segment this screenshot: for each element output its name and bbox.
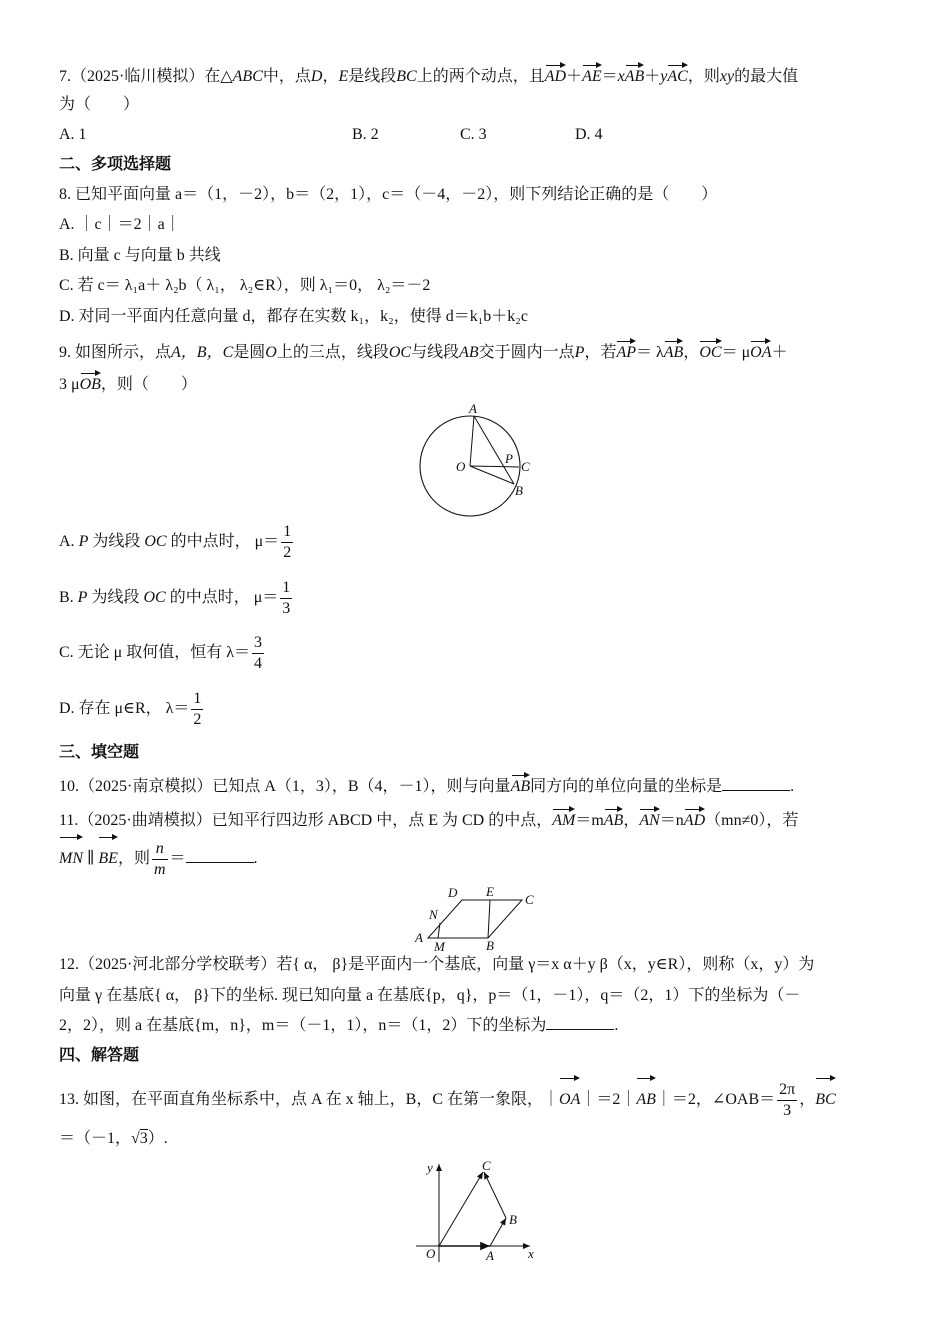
vector-ab-line — [490, 1218, 506, 1246]
label-x: x — [528, 1246, 534, 1261]
q7-var: xy — [719, 68, 735, 85]
denominator: 4 — [254, 654, 263, 672]
q7-text: ， — [322, 68, 339, 85]
q9-point-p: P — [77, 589, 88, 606]
q9-op: ＝ λ — [636, 344, 664, 361]
numerator: 1 — [280, 578, 292, 599]
q11-text: （mn≠0），若 — [705, 812, 799, 829]
q9-points: A，B，C — [171, 344, 234, 361]
vector-ab: AB — [636, 1075, 656, 1121]
vector-mn: MN — [59, 834, 83, 880]
q9-text: 上的三点，线段 — [276, 344, 389, 361]
coordinate-figure — [410, 1158, 550, 1268]
q8-stem: 8. 已知平面向量 a＝（1，－2），b＝（2，1），c＝（－4，－2），则下列结论正确的是（ ） — [59, 186, 718, 203]
q9-option-a — [59, 521, 295, 563]
q7-op: ＝ — [601, 68, 618, 85]
q9-opt-text: 为线段 — [92, 533, 141, 550]
label-c: C — [482, 1158, 491, 1173]
q8-option-d: D. 对同一平面内任意向量 d，都存在实数 k₁，k₂，使得 d＝k₁b＋k₂c — [59, 308, 528, 325]
fraction — [152, 839, 168, 880]
label-a: A — [486, 1248, 494, 1263]
q9-point-p: P — [574, 344, 585, 361]
vector-ab: AB — [604, 806, 624, 832]
q11-op: ＝ — [169, 850, 186, 867]
q11-line1 — [59, 806, 798, 832]
q7-text: 7.（2025·临川模拟）在△ — [59, 68, 233, 85]
q10-line — [59, 772, 794, 798]
q9-seg-oc: OC — [143, 589, 166, 606]
q11-text: . — [253, 850, 258, 867]
q11-op: ＝m — [575, 812, 604, 829]
q9-text: ，则（ ） — [100, 376, 197, 393]
segment-ob — [470, 466, 514, 484]
q11-text: ，则 — [117, 850, 150, 867]
q13-text: 13. 如图，在平面直角坐标系中，点 A 在 x 轴上，B，C 在第一象限，｜ — [59, 1091, 560, 1108]
q13-text: ｜＝2，∠OAB＝ — [655, 1091, 776, 1108]
numerator: 3 — [252, 633, 264, 654]
label-a: A — [469, 401, 477, 416]
q7-point-e: E — [338, 68, 349, 85]
q11-op: ， — [623, 812, 640, 829]
sqrt-radicand: 3 — [139, 1130, 148, 1147]
q9-opt-text: 的中点时， μ＝ — [169, 589, 279, 606]
q9-seg-ab: AB — [459, 344, 479, 361]
q9-opt-text: C. 无论 μ 取何值，恒有 λ＝ — [59, 644, 251, 661]
q9-text: 交于圆内一点 — [478, 344, 575, 361]
answer-blank[interactable] — [546, 1015, 614, 1030]
q10-text: 同方向的单位向量的坐标是 — [530, 778, 723, 795]
vector-ae: AE — [582, 62, 602, 88]
q7-line2: 为（ ） — [59, 96, 140, 113]
q10-text: 10.（2025·南京模拟）已知点 A（1，3），B（4，－1），则与向量 — [59, 778, 511, 795]
q9-circle-o: O — [265, 344, 277, 361]
q9-option-d — [59, 688, 205, 730]
q9-opt-text: D. 存在 μ∈R， λ＝ — [59, 700, 190, 717]
fraction — [280, 578, 292, 619]
answer-blank[interactable] — [722, 776, 790, 791]
q7-segment: BC — [396, 68, 417, 85]
q9-seg-oc: OC — [144, 533, 167, 550]
vector-ab: AB — [664, 338, 684, 364]
q9-line2 — [59, 370, 197, 396]
vector-ad: AD — [684, 806, 705, 832]
vector-an: AN — [639, 806, 659, 832]
q7-text: 是线段 — [348, 68, 397, 85]
q9-opt-text: B. — [59, 589, 74, 606]
q12-line2: 向量 γ 在基底{ α， β}下的坐标. 现已知向量 a 在基底{p，q}，p＝（1，－1），q＝（2，1）下的坐标为（－ — [59, 987, 801, 1004]
q7-option-d: D. 4 — [575, 126, 603, 143]
q9-point-p: P — [78, 533, 89, 550]
q9-opt-text: A. — [59, 533, 75, 550]
label-n: N — [429, 907, 438, 922]
fraction — [252, 633, 264, 674]
q13-text: ＝（－1， — [59, 1130, 132, 1147]
q9-text: ，若 — [584, 344, 617, 361]
fraction — [281, 522, 293, 563]
label-c: C — [525, 892, 534, 907]
q7-var: y — [660, 68, 668, 85]
vector-bc: BC — [815, 1075, 835, 1121]
q7-text: ，则 — [687, 68, 720, 85]
vector-ab: AB — [511, 772, 531, 798]
circle-figure — [410, 400, 550, 520]
label-y: y — [427, 1160, 433, 1175]
q9-text: 3 μ — [59, 376, 80, 393]
q9-option-c — [59, 632, 266, 674]
label-d: D — [448, 885, 458, 900]
numerator: 2π — [777, 1080, 797, 1101]
numerator: n — [152, 839, 168, 860]
vector-ab: AB — [625, 62, 645, 88]
q12-line1: 12.（2025·河北部分学校联考）若{ α， β}是平面内一个基底，向量 γ＝x α＋y β（x，y∈R），则称（x，y）为 — [59, 956, 815, 973]
section-heading-fill-in: 三、填空题 — [59, 744, 140, 761]
q9-text: 与线段 — [411, 344, 460, 361]
q7-triangle: ABC — [232, 68, 263, 85]
label-c: C — [521, 459, 530, 474]
vector-oa: OA — [750, 338, 771, 364]
vector-ap: AP — [616, 338, 636, 364]
vector-ad: AD — [545, 62, 566, 88]
q9-seg-oc: OC — [388, 344, 412, 361]
q11-text: 11.（2025·曲靖模拟）已知平行四边形 ABCD 中，点 E 为 CD 的中点， — [59, 812, 553, 829]
q7-option-c: C. 3 — [460, 126, 487, 143]
vector-ac: AC — [667, 62, 687, 88]
q7-text: 上的两个动点，且 — [416, 68, 545, 85]
q13-text: ）. — [147, 1130, 168, 1147]
q7-point-d: D — [310, 68, 323, 85]
q7-text: 中，点 — [262, 68, 311, 85]
q9-opt-text: 为线段 — [91, 589, 140, 606]
q11-op: ＝n — [659, 812, 684, 829]
section-heading-multiple-choice: 二、多项选择题 — [59, 156, 172, 173]
answer-blank[interactable] — [186, 848, 254, 863]
vector-oa: OA — [559, 1075, 580, 1121]
section-heading-solution: 四、解答题 — [59, 1047, 140, 1064]
numerator: 1 — [191, 689, 203, 710]
vector-bc-line — [484, 1172, 506, 1218]
q7-op: ＋ — [644, 68, 661, 85]
q12-line3 — [59, 1015, 618, 1037]
q9-line1 — [59, 338, 788, 364]
label-o: O — [456, 459, 466, 474]
fraction — [777, 1080, 797, 1121]
q13-line1 — [59, 1075, 836, 1121]
q9-text: 是圆 — [233, 344, 266, 361]
label-b: B — [486, 938, 494, 952]
q7-text: 的最大值 — [734, 68, 799, 85]
q11-op: ∥ — [83, 850, 99, 867]
denominator: 2 — [283, 543, 292, 561]
q8-option-c: C. 若 c＝ λ₁a＋ λ₂b（ λ₁， λ₂∈R），则 λ₁＝0， λ₂＝－2 — [59, 277, 431, 294]
parallelogram-abcd — [428, 900, 522, 938]
q13-line2 — [59, 1128, 168, 1150]
label-b: B — [515, 483, 523, 498]
q8-option-a: A. ｜c｜＝2｜a｜ — [59, 216, 181, 233]
segment-oa — [470, 416, 474, 466]
q7-line1 — [59, 62, 798, 88]
q12-text: 2，2），则 a 在基底{m，n}，m＝（－1，1），n＝（1，2）下的坐标为 — [59, 1017, 547, 1034]
q7-op: ＋ — [566, 68, 583, 85]
label-e: E — [486, 884, 494, 899]
q11-line2 — [59, 834, 258, 880]
q9-text: 9. 如图所示，点 — [59, 344, 172, 361]
q13-text: ｜＝2｜ — [580, 1091, 637, 1108]
label-b: B — [509, 1212, 517, 1227]
label-p: P — [505, 451, 513, 466]
q9-op: ＋ — [771, 344, 788, 361]
denominator: 3 — [783, 1101, 792, 1119]
label-o: O — [426, 1246, 436, 1261]
denominator: m — [153, 860, 166, 878]
label-m: M — [434, 939, 445, 952]
vector-be: BE — [98, 834, 118, 880]
segment-be — [488, 900, 490, 938]
q12-text: . — [614, 1017, 619, 1034]
q7-option-a: A. 1 — [59, 126, 87, 143]
label-a: A — [415, 930, 423, 945]
q9-op: ， — [683, 344, 700, 361]
q9-option-b — [59, 577, 294, 619]
sqrt-sign: √ — [131, 1130, 140, 1147]
parallelogram-figure — [410, 882, 550, 952]
segment-oc — [470, 466, 519, 467]
q9-op: ＝ μ — [721, 344, 751, 361]
numerator: 1 — [281, 522, 293, 543]
vector-am: AM — [552, 806, 575, 832]
q9-opt-text: 的中点时， μ＝ — [170, 533, 280, 550]
segment-ab — [474, 416, 514, 484]
q10-text: . — [790, 778, 795, 795]
q8-option-b: B. 向量 c 与向量 b 共线 — [59, 247, 221, 264]
q7-var: x — [617, 68, 625, 85]
denominator: 3 — [282, 599, 291, 617]
vector-oc-line — [439, 1172, 483, 1246]
denominator: 2 — [193, 710, 202, 728]
vector-oc: OC — [699, 338, 721, 364]
q7-option-b: B. 2 — [352, 126, 379, 143]
vector-ob: OB — [80, 370, 101, 396]
q13-op: ， — [799, 1091, 816, 1108]
fraction — [191, 689, 203, 730]
